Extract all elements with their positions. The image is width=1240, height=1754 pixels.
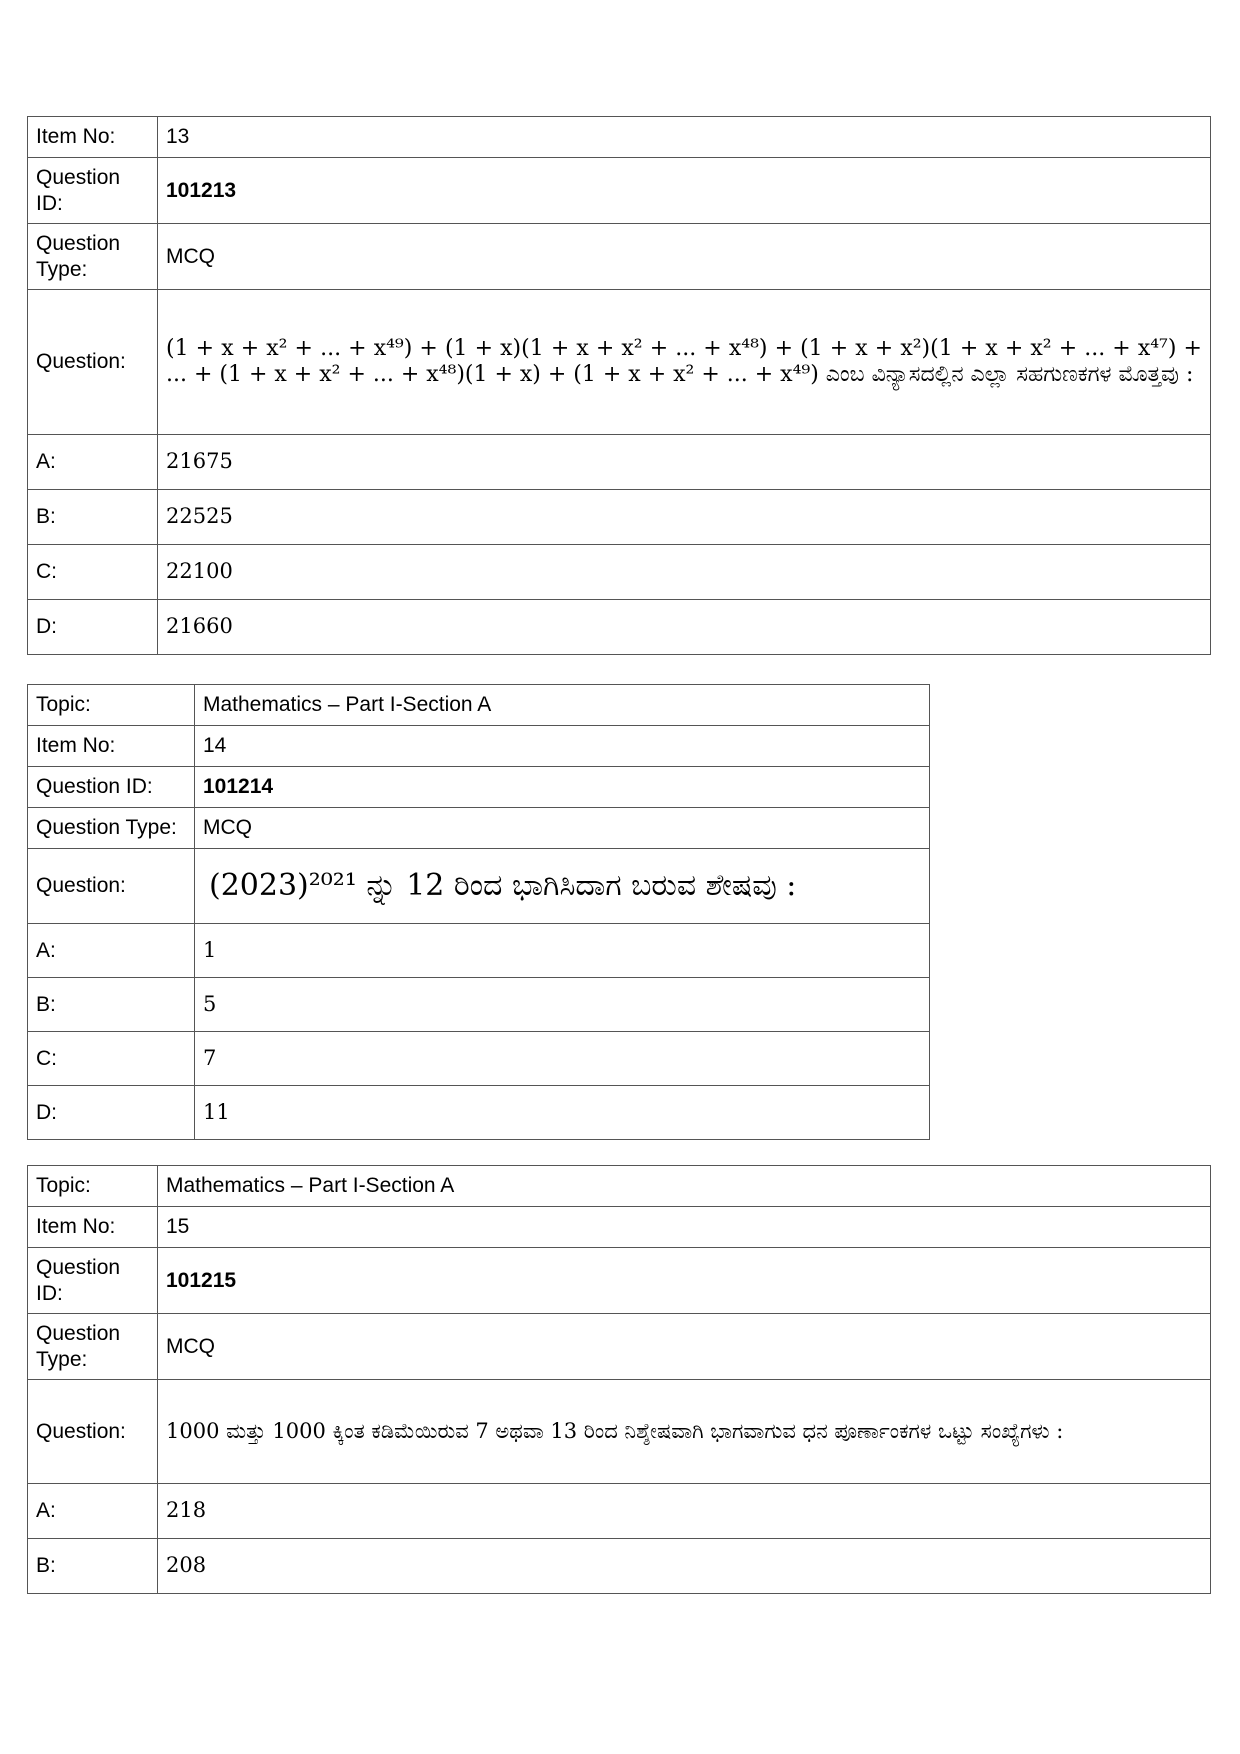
- topic-value: Mathematics – Part I-Section A: [195, 685, 930, 726]
- question-text: 1000 ಮತ್ತು 1000 ಕ್ಕಿಂತ ಕಡಿಮೆಯಿರುವ 7 ಅಥವಾ 13 ರಿಂದ ನಿಶ್ಶೇಷವಾಗಿ ಭಾಗವಾಗುವ ಧನ ಪೂರ್ಣಾಂಕಗಳ ಒಟ್ಟು ಸಂಖ್ಯೆಗಳು :: [158, 1380, 1211, 1484]
- question-id-label: Question ID:: [28, 1248, 158, 1314]
- question-label: Question:: [28, 290, 158, 435]
- option-b-value: 5: [195, 978, 930, 1032]
- option-a-value: 21675: [158, 435, 1211, 490]
- option-a-label: A:: [28, 1484, 158, 1539]
- item-no-value: 13: [158, 117, 1211, 158]
- item-no-value: 15: [158, 1207, 1211, 1248]
- question-table-13: [27, 116, 1211, 655]
- item-no-label: Item No:: [28, 1207, 158, 1248]
- question-type-label: Question Type:: [28, 1314, 158, 1380]
- topic-label: Topic:: [28, 1166, 158, 1207]
- item-no-label: Item No:: [28, 726, 195, 767]
- question-table-14: [27, 684, 930, 1140]
- question-type-value: MCQ: [158, 1314, 1211, 1380]
- question-id-value: 101213: [158, 158, 1211, 224]
- question-label: Question:: [28, 1380, 158, 1484]
- topic-label: Topic:: [28, 685, 195, 726]
- question-label: Question:: [28, 849, 195, 924]
- question-id-label: Question ID:: [28, 767, 195, 808]
- topic-value: Mathematics – Part I-Section A: [158, 1166, 1211, 1207]
- question-id-value: 101215: [158, 1248, 1211, 1314]
- option-a-value: 218: [158, 1484, 1211, 1539]
- option-a-label: A:: [28, 924, 195, 978]
- question-id-value: 101214: [195, 767, 930, 808]
- option-b-label: B:: [28, 490, 158, 545]
- question-type-value: MCQ: [195, 808, 930, 849]
- question-type-value: MCQ: [158, 224, 1211, 290]
- question-text: (2023)²⁰²¹ ನ್ನು 12 ರಿಂದ ಭಾಗಿಸಿದಾಗ ಬರುವ ಶೇಷವು :: [195, 849, 930, 924]
- option-b-label: B:: [28, 1539, 158, 1594]
- option-d-label: D:: [28, 600, 158, 655]
- option-b-value: 22525: [158, 490, 1211, 545]
- item-no-value: 14: [195, 726, 930, 767]
- question-text: (1 + x + x² + ... + x⁴⁹) + (1 + x)(1 + x + x² + ... + x⁴⁸) + (1 + x + x²)(1 + x + x² + ... + x⁴⁷) + ... + (1 + x + x² + ... + x⁴⁸)(1 + x) + (1 + x + x² + ... + x⁴⁹) ಎಂಬ ವಿನ್ಯಾಸದಲ್ಲಿನ ಎಲ್ಲಾ ಸಹಗುಣಕಗಳ ಮೊತ್ತವು :: [158, 290, 1211, 435]
- question-table-15: [27, 1165, 1211, 1594]
- item-no-label: Item No:: [28, 117, 158, 158]
- option-d-value: 21660: [158, 600, 1211, 655]
- option-b-value: 208: [158, 1539, 1211, 1594]
- option-c-value: 22100: [158, 545, 1211, 600]
- question-type-label: Question Type:: [28, 808, 195, 849]
- question-id-label: Question ID:: [28, 158, 158, 224]
- option-d-value: 11: [195, 1086, 930, 1140]
- option-c-label: C:: [28, 545, 158, 600]
- option-b-label: B:: [28, 978, 195, 1032]
- option-a-value: 1: [195, 924, 930, 978]
- option-c-value: 7: [195, 1032, 930, 1086]
- option-d-label: D:: [28, 1086, 195, 1140]
- option-a-label: A:: [28, 435, 158, 490]
- question-type-label: Question Type:: [28, 224, 158, 290]
- option-c-label: C:: [28, 1032, 195, 1086]
